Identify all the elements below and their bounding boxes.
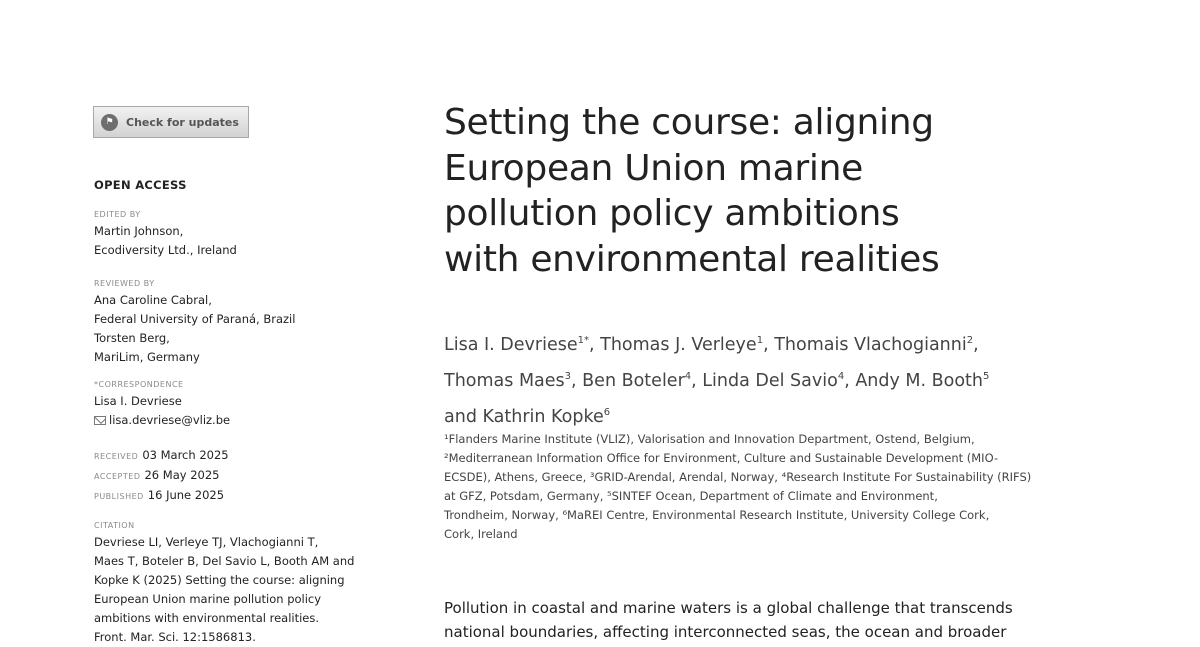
editor-name: Martin Johnson, bbox=[94, 224, 184, 238]
received-date: 03 March 2025 bbox=[142, 448, 229, 462]
affiliation-line: Cork, Ireland bbox=[444, 527, 518, 541]
author-affiliation-sup: 3 bbox=[564, 371, 572, 382]
author-name[interactable]: Thomais Vlachogianni bbox=[774, 335, 967, 355]
abstract-line: national boundaries, affecting interconnected seas, the ocean and broader bbox=[444, 623, 1007, 641]
author-name[interactable]: Ben Boteler bbox=[582, 371, 685, 391]
open-access-label: OPEN ACCESS bbox=[94, 178, 187, 192]
check-for-updates-button[interactable] bbox=[93, 106, 249, 138]
published-row bbox=[94, 486, 414, 506]
author-name[interactable]: and Kathrin Kopke bbox=[444, 407, 604, 427]
editor-affiliation: Ecodiversity Ltd., Ireland bbox=[94, 243, 237, 257]
correspondence-section bbox=[94, 379, 414, 430]
affiliations bbox=[444, 430, 1124, 544]
author-affiliation-sup: 4 bbox=[684, 371, 692, 382]
title-line: Setting the course: aligning bbox=[444, 102, 934, 143]
reviewer-name: Ana Caroline Cabral, bbox=[94, 293, 212, 307]
abstract-line: Pollution in coastal and marine waters is a global challenge that transcends bbox=[444, 599, 1013, 617]
reviewed-by-label: REVIEWED BY bbox=[94, 279, 155, 288]
reviewed-by-section bbox=[94, 278, 414, 367]
affiliation-line: Trondheim, Norway, ⁶MaREI Centre, Environmental Research Institute, University College Cork, bbox=[444, 508, 990, 522]
accepted-row bbox=[94, 466, 414, 486]
author-name[interactable]: Thomas Maes bbox=[444, 371, 565, 391]
author-name[interactable]: Lisa I. Devriese bbox=[444, 335, 578, 355]
check-for-updates-label: Check for updates bbox=[126, 115, 239, 129]
published-label: PUBLISHED bbox=[94, 492, 144, 501]
edited-by-section bbox=[94, 209, 414, 260]
citation-line: European Union marine pollution policy bbox=[94, 592, 322, 606]
citation-line: Devriese LI, Verleye TJ, Vlachogianni T, bbox=[94, 535, 319, 549]
received-row bbox=[94, 446, 414, 466]
author-name[interactable]: Andy M. Booth bbox=[855, 371, 984, 391]
citation-section bbox=[94, 520, 414, 647]
title-line: pollution policy ambitions bbox=[444, 193, 900, 234]
citation-line: Maes T, Boteler B, Del Savio L, Booth AM and bbox=[94, 554, 355, 568]
author-affiliation-sup: 1 bbox=[756, 335, 764, 346]
title-line: with environmental realities bbox=[444, 238, 940, 280]
published-date: 16 June 2025 bbox=[147, 488, 225, 502]
author-name[interactable]: Linda Del Savio bbox=[702, 371, 838, 391]
citation-line: Front. Mar. Sci. 12:1586813. bbox=[94, 630, 256, 644]
abstract-text bbox=[444, 596, 1108, 644]
affiliation-line: at GFZ, Potsdam, Germany, ⁵SINTEF Ocean, Department of Climate and Environment, bbox=[444, 489, 938, 503]
received-label: RECEIVED bbox=[94, 452, 139, 461]
author-list: Lisa I. Devriese$^{1*}$, Thomas J. Verleye$^1$, Thomais Vlachogianni$^2$, Thomas Maes$^3$, Ben Boteler$^4$, Linda Del Savio$^4$, Andy M. Booth$^5$ and Kathrin Kopke$^6$ bbox=[444, 335, 990, 427]
affiliation-line: ECSDE), Athens, Greece, ³GRID-Arendal, Arendal, Norway, ⁴Research Institute For Sustainability (RIFS) bbox=[444, 470, 1032, 484]
reviewer-affiliation: MariLim, Germany bbox=[94, 350, 200, 364]
article-title bbox=[444, 100, 1084, 282]
author-affiliation-sup: 6 bbox=[603, 407, 611, 418]
author-affiliation-sup: 2 bbox=[966, 335, 974, 346]
affiliation-line: ¹Flanders Marine Institute (VLIZ), Valorisation and Innovation Department, Ostend, Belgium, bbox=[444, 432, 975, 446]
correspondence-email-row[interactable] bbox=[94, 411, 414, 430]
correspondence-label: *CORRESPONDENCE bbox=[94, 380, 184, 389]
edited-by-label: EDITED BY bbox=[94, 210, 141, 219]
citation-line: ambitions with environmental realities. bbox=[94, 611, 320, 625]
author-affiliation-sup: 4 bbox=[837, 371, 845, 382]
correspondence-email[interactable]: lisa.devriese@vliz.be bbox=[109, 413, 231, 427]
citation-label: CITATION bbox=[94, 521, 135, 530]
affiliation-line: ²Mediterranean Information Office for Environment, Culture and Sustainable Development (MIO- bbox=[444, 451, 999, 465]
author-name[interactable]: Thomas J. Verleye bbox=[600, 335, 757, 355]
dates-section bbox=[94, 446, 414, 506]
accepted-date: 26 May 2025 bbox=[144, 468, 220, 482]
bookmark-icon: ⚑ bbox=[101, 114, 118, 131]
author-affiliation-sup: 1* bbox=[577, 335, 589, 346]
reviewer-affiliation: Federal University of Paraná, Brazil bbox=[94, 312, 296, 326]
title-line: European Union marine bbox=[444, 147, 863, 189]
citation-line: Kopke K (2025) Setting the course: aligning bbox=[94, 573, 345, 587]
correspondence-name: Lisa I. Devriese bbox=[94, 394, 182, 408]
accepted-label: ACCEPTED bbox=[94, 472, 141, 481]
reviewer-name: Torsten Berg, bbox=[94, 331, 170, 345]
mail-icon bbox=[94, 416, 106, 425]
author-affiliation-sup: 5 bbox=[983, 371, 990, 382]
